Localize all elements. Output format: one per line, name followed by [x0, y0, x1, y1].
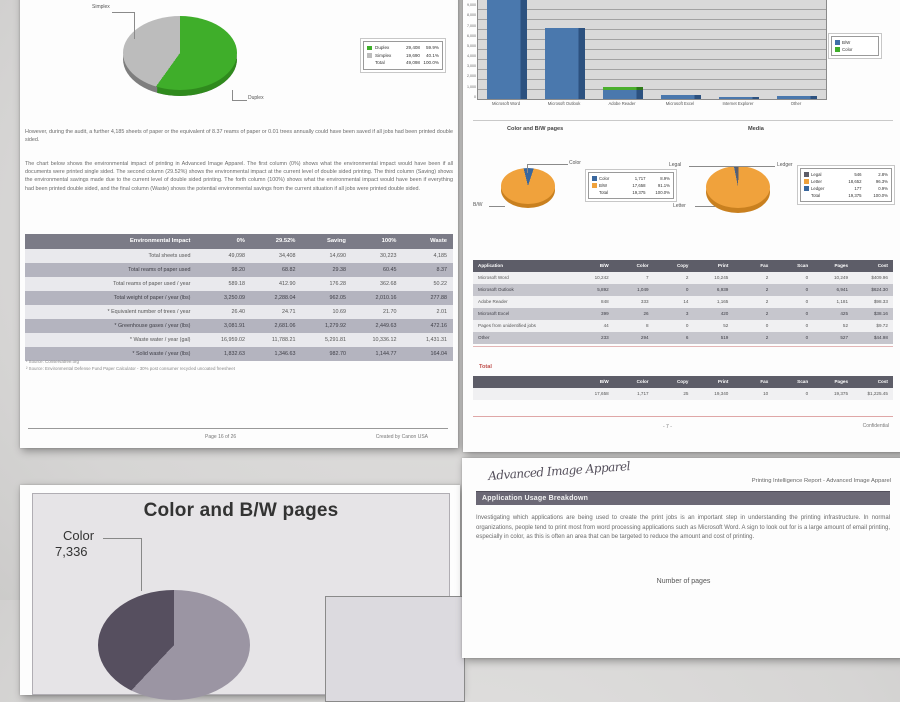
- table-cell: 982.70: [329, 351, 346, 357]
- table-cell: 420: [720, 311, 729, 316]
- y-axis-tick: 8,000: [467, 13, 476, 18]
- legend-label: Ledger: [811, 186, 825, 191]
- legend-row: [367, 59, 439, 67]
- table-cell: Adobe Reader: [478, 299, 508, 304]
- table-cell: 1,279.92: [324, 323, 346, 329]
- legend-pct: 91.1%: [657, 183, 670, 188]
- table-cell: $9.72: [876, 323, 888, 328]
- table-cell: 294: [640, 335, 649, 340]
- table-cell: 6,941: [836, 287, 849, 292]
- legend-value: 49,098: [405, 60, 420, 65]
- table-cell: 49,098: [228, 253, 245, 259]
- table-cell: 3,250.09: [223, 295, 245, 301]
- table-cell: 333: [640, 299, 649, 304]
- table-cell: 1,346.63: [274, 351, 296, 357]
- table-cell: 10,249: [833, 275, 849, 280]
- table-cell: Saving: [326, 238, 346, 244]
- page-number: Page 16 of 26: [205, 434, 237, 440]
- table-cell: 26: [643, 311, 649, 316]
- legend-value: 546: [854, 172, 862, 177]
- table-cell: Pages: [834, 379, 849, 384]
- legend-pct: 40.1%: [425, 52, 439, 58]
- bar-microsoft-outlook: [545, 28, 585, 99]
- table-cell: [473, 376, 574, 388]
- pie-legend-partial: [325, 596, 465, 702]
- bar-microsoft-excel: [661, 95, 701, 99]
- x-axis-label: Internet Explorer: [722, 101, 754, 106]
- table-cell: Color: [636, 263, 649, 268]
- environmental-impact-table: [25, 234, 453, 361]
- legend-value: 19,690: [405, 52, 420, 58]
- legend-row: [592, 182, 670, 189]
- table-cell: 5,291.81: [324, 337, 346, 343]
- table-cell: Microsoft Excel: [478, 311, 510, 316]
- table-cell: 10: [763, 391, 769, 396]
- table-cell: 8.37: [436, 267, 447, 273]
- table-cell: 6,939: [716, 287, 729, 292]
- table-row: [473, 320, 893, 332]
- bar-chart-x-labels: [477, 101, 825, 107]
- table-cell: 0: [805, 335, 809, 340]
- section-header-bar: [476, 491, 890, 505]
- y-axis-tick: 2,000: [467, 74, 476, 79]
- legend-value: 18,652: [848, 179, 862, 184]
- bar-segment: [545, 28, 585, 99]
- table-cell: 19,375: [833, 391, 849, 396]
- total-section-label: Total: [479, 364, 492, 370]
- table-cell: 4,185: [433, 253, 447, 259]
- legend-row: [804, 192, 888, 199]
- legend-swatch: [835, 47, 840, 52]
- legend-label: Color: [599, 176, 610, 181]
- body-paragraph: Investigating which applications are being used to create the print jobs is an important step in understanding the printing infrastructure. In normal organizations, people tend to print most from word processing applications such as Microsoft Word. A sign to look out for is a large amount of email printing, especially in color, as this is often an area that can be targeted to reduce the amount and cost of printing.: [476, 515, 890, 541]
- body-paragraph: The chart below shows the environmental impact of printing in Advanced Image Apparel. The first column (0%) shows what the environmental impact would have been if all documents were printed single sided. The second column (29.52%) shows the environmental impact at the current level of double sided printing. The third column (Saving) shows the environmental savings made due to the current level of double sided printing. The forth column (100%) shows what the environmental impact would have been if everything had been printed double sided, and the final column (Waste) shows the potential environmental savings from the current situation if all jobs were printed double sided.: [25, 161, 453, 192]
- pie-callout-letter: Letter: [673, 203, 686, 209]
- legend-row: [804, 171, 888, 178]
- table-cell: Scan: [797, 263, 809, 268]
- table-cell: 60.45: [382, 267, 397, 273]
- bar-chart-legend: [831, 36, 879, 56]
- legend-value: 19,375: [632, 190, 646, 195]
- table-cell: Total reams of paper used / year: [113, 281, 191, 287]
- table-cell: Copy: [676, 379, 689, 384]
- table-cell: 2: [765, 335, 769, 340]
- table-cell: Print: [717, 263, 729, 268]
- application-usage-table: [473, 260, 893, 344]
- table-cell: 16,959.02: [220, 337, 245, 343]
- footer-credit: Created by Canon USA: [375, 434, 428, 440]
- table-cell: 2.01: [436, 309, 447, 315]
- table-cell: 1,049: [637, 287, 649, 292]
- table-cell: 34,408: [278, 253, 296, 259]
- footer-divider: [473, 416, 893, 417]
- bar-adobe-reader: [603, 87, 643, 99]
- table-cell: Environmental Impact: [129, 238, 191, 244]
- table-cell: Total sheets used: [148, 253, 191, 259]
- table-cell: 10.69: [332, 309, 346, 315]
- x-axis-label: Other: [790, 101, 802, 106]
- table-cell: 10,242: [594, 275, 609, 280]
- x-axis-label: Microsoft Excel: [665, 101, 695, 106]
- table-cell: Cost: [877, 379, 888, 384]
- table-cell: 11,788.21: [271, 337, 296, 343]
- table-cell: Total weight of paper / year (lbs): [113, 295, 191, 301]
- table-row: [473, 284, 893, 296]
- table-cell: 412.90: [278, 281, 296, 287]
- table-cell: 0: [765, 323, 769, 328]
- chart-panel: [32, 493, 450, 695]
- legend-label: Duplex: [375, 45, 390, 50]
- company-script-logo: Advanced Image Apparel: [487, 459, 631, 483]
- table-cell: * Waste water / year (gal): [129, 337, 191, 343]
- table-row: [25, 333, 453, 347]
- legend-pct: 100.0%: [873, 193, 888, 198]
- table-cell: 6: [685, 335, 689, 340]
- table-cell: 2,681.06: [274, 323, 296, 329]
- table-cell: Total reams of paper used: [128, 267, 191, 273]
- table-cell: 399: [601, 311, 609, 316]
- pie-callout-bw: B/W: [473, 202, 483, 208]
- footer-divider: [28, 428, 448, 429]
- table-cell: 17,658: [594, 391, 609, 396]
- table-cell: 100%: [381, 238, 397, 244]
- y-axis-tick: 9,000: [467, 3, 476, 8]
- bar-segment: [487, 0, 527, 99]
- y-axis-tick: 3,000: [467, 64, 476, 69]
- table-cell: Color: [636, 379, 649, 384]
- table-row: [473, 332, 893, 344]
- table-cell: 14: [683, 299, 689, 304]
- table-cell: $44.98: [873, 335, 888, 340]
- chart-caption: Number of pages: [656, 578, 711, 585]
- legend-row: [804, 185, 888, 192]
- legend-swatch: [804, 179, 809, 184]
- pie-legend: [588, 172, 674, 199]
- table-cell: 0: [805, 391, 809, 396]
- table-cell: 2,288.04: [274, 295, 296, 301]
- table-cell: 472.16: [430, 323, 447, 329]
- table-cell: 44: [603, 323, 609, 328]
- table-cell: Pages: [834, 263, 849, 268]
- y-axis-tick: 1,000: [467, 84, 476, 89]
- footnote: ¹ Source: Conservatree.org: [26, 359, 79, 364]
- callout-line: [112, 12, 135, 39]
- legend-swatch: [835, 40, 840, 45]
- table-row: [25, 319, 453, 333]
- table-cell: 8: [646, 323, 649, 328]
- callout-line: [103, 538, 142, 591]
- page-number: - 7 -: [663, 424, 672, 430]
- table-cell: Cost: [877, 263, 888, 268]
- bar-other: [777, 96, 817, 99]
- table-row: [473, 388, 893, 400]
- table-cell: Print: [717, 379, 729, 384]
- table-cell: 1,181: [836, 299, 849, 304]
- legend-row: [804, 178, 888, 185]
- table-cell: 21.70: [382, 309, 397, 315]
- pie-callout-color-value: 7,336: [55, 544, 88, 559]
- legend-pct: 96.3%: [875, 179, 888, 184]
- legend-row: [367, 44, 439, 52]
- table-cell: 848: [601, 299, 609, 304]
- legend-pct: 100.0%: [655, 190, 670, 195]
- section-divider: [473, 120, 893, 121]
- bar-segment: [661, 95, 701, 99]
- table-cell: B/W: [599, 263, 609, 268]
- callout-line: [689, 166, 775, 168]
- pie-legend: [800, 168, 892, 202]
- table-cell: 0: [805, 323, 809, 328]
- legend-pct: 0.9%: [878, 186, 888, 191]
- table-cell: 0: [805, 311, 809, 316]
- table-cell: B/W: [599, 379, 609, 384]
- legend-row: [367, 52, 439, 60]
- report-page-environmental-impact: [20, 0, 458, 448]
- table-cell: 962.05: [329, 295, 346, 301]
- table-row: [473, 272, 893, 284]
- table-cell: 68.82: [281, 267, 296, 273]
- table-cell: 0: [685, 323, 689, 328]
- table-cell: 1,717: [637, 391, 649, 396]
- table-cell: 1,832.63: [223, 351, 245, 357]
- table-cell: Microsoft Outlook: [478, 287, 514, 292]
- table-cell: [473, 388, 574, 400]
- pie-legend: [363, 41, 443, 70]
- x-axis-label: Adobe Reader: [608, 101, 636, 106]
- report-header-text: Printing Intelligence Report - Advanced Image Apparel: [751, 478, 891, 484]
- legend-value: 177: [854, 186, 862, 191]
- table-cell: Scan: [797, 379, 809, 384]
- report-page-color-bw-detail: [20, 485, 460, 695]
- report-page-app-breakdown-intro: [462, 458, 900, 658]
- table-cell: 52: [723, 323, 729, 328]
- table-cell: 277.88: [430, 295, 447, 301]
- legend-label: B/W: [842, 40, 851, 45]
- table-cell: 0: [685, 287, 689, 292]
- legend-label: Letter: [811, 179, 822, 184]
- section-header-title: Application Usage Breakdown: [482, 495, 589, 502]
- table-cell: 0: [805, 299, 809, 304]
- table-cell: Other: [478, 335, 490, 340]
- table-row: [25, 305, 453, 319]
- y-axis-tick: 5,000: [467, 43, 476, 48]
- table-footnotes: [26, 358, 446, 372]
- legend-label: Color: [842, 47, 853, 52]
- table-cell: 1,165: [716, 299, 729, 304]
- table-cell: 50.22: [433, 281, 447, 287]
- table-row: [25, 291, 453, 305]
- footer-note: Confidential: [862, 423, 889, 429]
- table-cell: 2: [685, 275, 689, 280]
- table-cell: $409.96: [871, 275, 888, 280]
- legend-value: 29,408: [405, 45, 420, 50]
- bar-segment: [777, 96, 817, 99]
- table-row: [25, 249, 453, 263]
- table-cell: 2: [765, 299, 769, 304]
- legend-value: 17,658: [632, 183, 646, 188]
- color-bw-pie-chart-large: [98, 590, 250, 700]
- legend-row: [592, 189, 670, 196]
- table-cell: 2: [765, 311, 769, 316]
- report-page-application-usage: [463, 0, 900, 452]
- table-cell: 0: [805, 287, 809, 292]
- legend-swatch: [804, 172, 809, 177]
- pie-callout-ledger: Ledger: [777, 162, 793, 168]
- pie-callout-duplex: Duplex: [248, 95, 264, 101]
- table-cell: 7: [646, 275, 649, 280]
- table-cell: * Equivalent number of trees / year: [107, 309, 191, 315]
- x-axis-label: Microsoft Word: [491, 101, 521, 106]
- table-cell: 233: [601, 335, 609, 340]
- table-cell: 10,245: [714, 275, 729, 280]
- table-cell: 29.38: [332, 267, 346, 273]
- table-cell: Microsoft Word: [478, 275, 509, 280]
- table-cell: 19,340: [714, 391, 729, 396]
- legend-pct: 2.8%: [878, 172, 888, 177]
- table-cell: 14,690: [329, 253, 346, 259]
- table-cell: Waste: [430, 238, 447, 244]
- y-axis-tick: 4,000: [467, 54, 476, 59]
- legend-pct: 100.0%: [423, 60, 439, 65]
- chart-title: Color and B/W pages: [143, 500, 339, 521]
- bar-segment: [719, 97, 759, 99]
- table-cell: Pages from unidentified jobs: [478, 323, 536, 328]
- legend-label: Total: [375, 60, 385, 65]
- table-cell: 176.28: [329, 281, 346, 287]
- table-cell: $98.33: [873, 299, 888, 304]
- table-cell: 425: [840, 311, 849, 316]
- legend-swatch: [367, 46, 372, 51]
- table-cell: 1,144.77: [375, 351, 397, 357]
- legend-value: 19,375: [848, 193, 862, 198]
- legend-pct: 8.9%: [660, 176, 670, 181]
- table-cell: 0: [805, 275, 809, 280]
- table-row: [473, 296, 893, 308]
- table-cell: * Solid waste / year (lbs): [132, 351, 191, 357]
- color-bw-pie-chart: [501, 168, 555, 204]
- table-cell: 98.20: [231, 267, 245, 273]
- callout-line: [489, 200, 505, 207]
- table-cell: 0%: [236, 238, 245, 244]
- pie-callout-legal: Legal: [669, 162, 682, 168]
- section-title-color-bw: Color and B/W pages: [507, 126, 564, 132]
- table-cell: 3: [685, 311, 689, 316]
- bar-microsoft-word: [487, 0, 527, 99]
- callout-line: [232, 90, 247, 101]
- legend-pct: 59.9%: [425, 45, 439, 50]
- y-axis-tick: 0: [474, 94, 476, 99]
- table-cell: 2,010.16: [375, 295, 397, 301]
- table-cell: 527: [840, 335, 849, 340]
- legend-swatch: [367, 53, 372, 58]
- pie-callout-color-label: Color: [63, 528, 95, 543]
- legend-swatch: [592, 183, 597, 188]
- table-cell: Application: [478, 263, 504, 268]
- table-cell: 30,223: [379, 253, 397, 259]
- table-cell: 164.04: [430, 351, 447, 357]
- body-paragraph: However, during the audit, a further 4,185 sheets of paper or the equivalent of 8.37 reams of paper or 0.01 trees annually could have been saved if all jobs had been printed double sided.: [25, 129, 453, 144]
- table-cell: 29.52%: [275, 238, 296, 244]
- y-axis-tick: 7,000: [467, 23, 476, 28]
- table-row: [25, 263, 453, 277]
- table-cell: 10,336.12: [372, 337, 397, 343]
- table-divider: [473, 346, 893, 347]
- table-cell: 26.40: [231, 309, 245, 315]
- legend-row: [835, 46, 875, 53]
- table-row: [473, 308, 893, 320]
- pie-callout-color: Color: [569, 160, 581, 166]
- table-cell: 24.71: [281, 309, 296, 315]
- table-cell: 2: [765, 287, 769, 292]
- table-cell: Fax: [760, 379, 769, 384]
- table-cell: 25: [683, 391, 689, 396]
- pie-callout-simplex: Simplex: [92, 4, 110, 10]
- x-axis-label: Microsoft Outlook: [547, 101, 581, 106]
- table-row: [25, 277, 453, 291]
- y-axis-tick: 6,000: [467, 33, 476, 38]
- table-cell: Copy: [676, 263, 689, 268]
- legend-value: 1,717: [634, 176, 646, 181]
- table-cell: 3,081.91: [223, 323, 245, 329]
- table-cell: $624.30: [871, 287, 888, 292]
- callout-line: [695, 206, 715, 208]
- table-cell: $38.16: [873, 311, 888, 316]
- legend-label: Total: [599, 190, 609, 195]
- legend-swatch: [592, 176, 597, 181]
- legend-row: [835, 39, 875, 46]
- table-cell: 362.68: [379, 281, 397, 287]
- bar-internet-explorer: [719, 97, 759, 99]
- legend-row: [592, 175, 670, 182]
- table-header-row: [473, 376, 893, 388]
- callout-line: [527, 164, 568, 173]
- media-pie-chart: [706, 166, 770, 208]
- table-cell: Fax: [760, 263, 769, 268]
- bar-segment: [603, 90, 643, 99]
- table-cell: 52: [842, 323, 849, 328]
- legend-label: B/W: [599, 183, 608, 188]
- legend-swatch: [804, 186, 809, 191]
- legend-label: Legal: [811, 172, 822, 177]
- pages-by-application-bar-chart: [467, 0, 827, 100]
- legend-label: Simplex: [375, 52, 392, 58]
- table-cell: 2,449.63: [375, 323, 397, 329]
- table-cell: 5,892: [597, 287, 609, 292]
- table-cell: 2: [765, 275, 769, 280]
- table-cell: * Greenhouse gases / year (lbs): [114, 323, 191, 329]
- table-cell: 1,431.31: [425, 337, 447, 343]
- totals-table: [473, 376, 893, 400]
- duplex-simplex-pie-chart: [123, 16, 237, 90]
- table-cell: 589.18: [228, 281, 245, 287]
- table-header-row: [473, 260, 893, 272]
- table-cell: 519: [720, 335, 729, 340]
- table-cell: $1,225.45: [867, 391, 888, 396]
- section-title-media: Media: [748, 126, 764, 132]
- table-header-row: [25, 234, 453, 249]
- footnote: ² Source: Environmental Defense Fund Paper Calculator - 30% post consumer recycled uncoated freesheet: [26, 366, 235, 371]
- legend-label: Total: [811, 193, 821, 198]
